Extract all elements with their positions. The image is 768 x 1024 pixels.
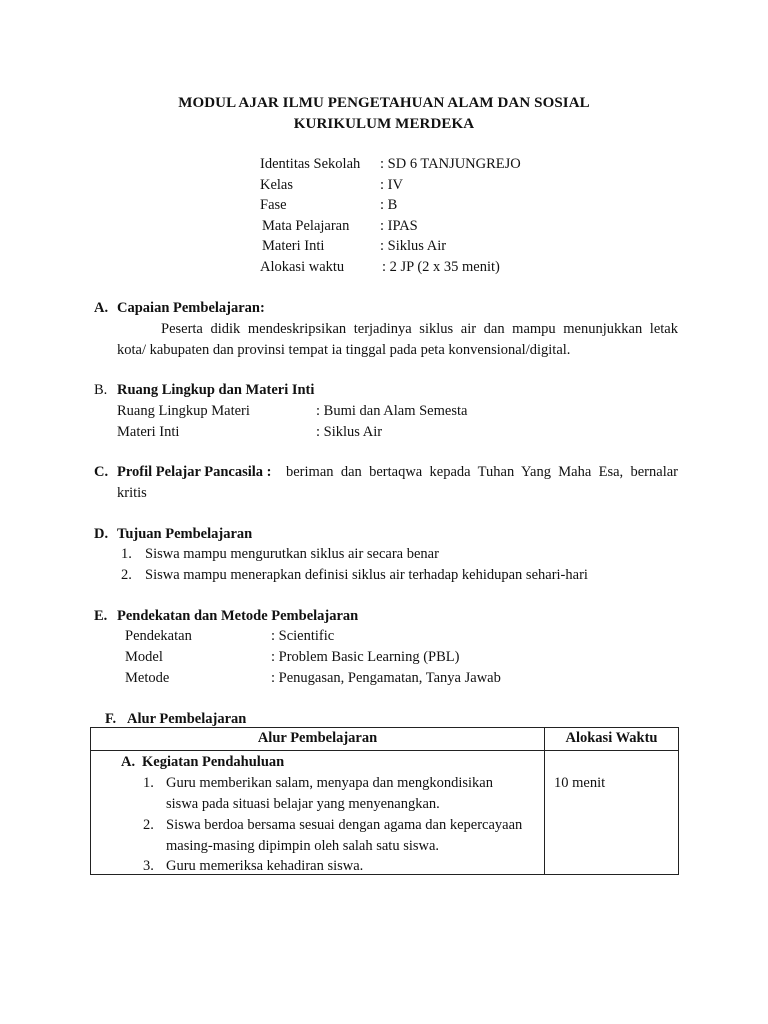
list-item-number: 1.	[143, 775, 154, 791]
list-item-number: 2.	[143, 817, 154, 833]
section-b-label: Ruang Lingkup Materi	[117, 403, 250, 419]
document-title-line1: MODUL AJAR ILMU PENGETAHUAN ALAM DAN SOSIAL	[178, 95, 590, 111]
list-item-text: Guru memberikan salam, menyapa dan mengkondisikan	[166, 775, 493, 791]
section-a-paragraph-line1: Peserta didik mendeskripsikan terjadinya siklus air dan mampu menunjukkan letak	[161, 321, 678, 337]
section-b-heading: Ruang Lingkup dan Materi Inti	[117, 382, 315, 398]
identitas-value: : IV	[380, 177, 403, 193]
section-b-value: : Siklus Air	[316, 424, 383, 440]
section-e-label: Pendekatan	[125, 628, 192, 644]
section-d-item-text: Siswa mampu mengurutkan siklus air secara benar	[145, 546, 439, 562]
section-e-marker: E.	[94, 608, 108, 624]
sub-section-marker: A.	[121, 754, 136, 770]
alokasi-value: 10 menit	[554, 775, 606, 791]
section-f-heading: Alur Pembelajaran	[127, 711, 247, 727]
table-cell-alokasi	[545, 751, 679, 875]
identitas-label: Fase	[260, 197, 287, 213]
section-f-marker: F.	[105, 711, 117, 727]
section-d-marker: D.	[94, 526, 109, 542]
document-title-line2: KURIKULUM MERDEKA	[293, 116, 475, 132]
section-c-marker: C.	[94, 464, 109, 480]
identitas-value: : IPAS	[380, 218, 418, 234]
identitas-label: Alokasi waktu	[260, 259, 345, 275]
section-e-value: : Problem Basic Learning (PBL)	[271, 649, 460, 665]
list-item-text: Siswa berdoa bersama sesuai dengan agama dan kepercayaan	[166, 817, 523, 833]
list-item-text: Guru memeriksa kehadiran siswa.	[166, 858, 364, 874]
identitas-label: Materi Inti	[262, 238, 325, 254]
table-cell-alur	[91, 751, 545, 875]
sub-section-heading: Kegiatan Pendahuluan	[142, 754, 285, 770]
section-e-value: : Scientific	[271, 628, 335, 644]
section-d-item-number: 1.	[121, 546, 132, 562]
section-a-marker: A.	[94, 300, 109, 316]
alur-pembelajaran-table	[90, 727, 679, 875]
identitas-value: : Siklus Air	[380, 238, 447, 254]
section-a-heading: Capaian Pembelajaran:	[117, 300, 265, 316]
section-c-text-line1: beriman dan bertaqwa kepada Tuhan Yang Maha Esa, bernalar	[286, 464, 678, 480]
table-header-alur: Alur Pembelajaran	[91, 728, 545, 751]
table-row	[91, 751, 679, 875]
identitas-value: : 2 JP (2 x 35 menit)	[382, 259, 500, 275]
table-header-alokasi: Alokasi Waktu	[545, 728, 679, 751]
section-b-value: : Bumi dan Alam Semesta	[316, 403, 468, 419]
section-d-item-text: Siswa mampu menerapkan definisi siklus air terhadap kehidupan sehari-hari	[145, 567, 588, 583]
identitas-value: : B	[380, 197, 398, 213]
section-d-heading: Tujuan Pembelajaran	[117, 526, 253, 542]
list-item-number: 3.	[143, 858, 154, 874]
section-b-label: Materi Inti	[117, 424, 180, 440]
section-e-heading: Pendekatan dan Metode Pembelajaran	[117, 608, 359, 624]
section-e-label: Metode	[125, 670, 170, 686]
section-c-text-line2: kritis	[117, 485, 147, 501]
section-b-marker: B.	[94, 382, 108, 398]
section-d-item-number: 2.	[121, 567, 132, 583]
section-a-paragraph-line2: kota/ kabupaten dan provinsi tempat ia tinggal pada peta konvensional/digital.	[117, 342, 571, 358]
identitas-label: Identitas Sekolah	[260, 156, 361, 172]
list-item-text: masing-masing dipimpin oleh salah satu siswa.	[166, 838, 440, 854]
list-item-text: siswa pada situasi belajar yang menyenangkan.	[166, 796, 440, 812]
identitas-label: Mata Pelajaran	[262, 218, 350, 234]
table-header-row	[91, 728, 679, 751]
identitas-label: Kelas	[260, 177, 294, 193]
section-e-value: : Penugasan, Pengamatan, Tanya Jawab	[271, 670, 501, 686]
identitas-value: : SD 6 TANJUNGREJO	[380, 156, 521, 172]
section-e-label: Model	[125, 649, 163, 665]
section-c-heading: Profil Pelajar Pancasila :	[117, 464, 272, 480]
